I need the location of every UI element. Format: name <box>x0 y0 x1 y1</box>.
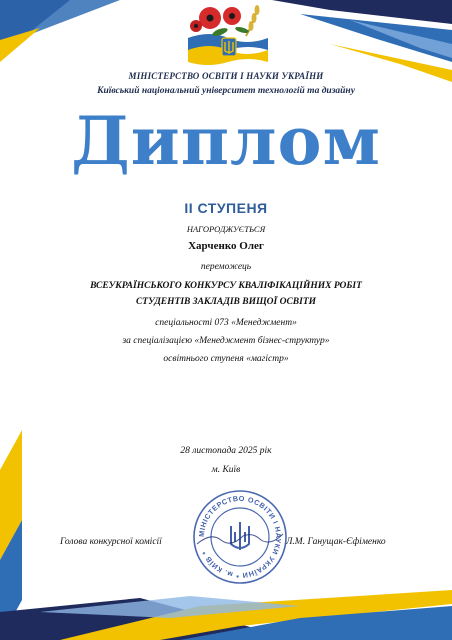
diploma-degree: ІІ СТУПЕНЯ <box>184 200 268 216</box>
contest-line-2: СТУДЕНТІВ ЗАКЛАДІВ ВИЩОЇ ОСВІТИ <box>135 297 317 307</box>
emblem-icon <box>180 2 276 66</box>
signer-name: Л.М. Ганущак-Єфіменко <box>286 537 386 547</box>
diploma-title: Диплом <box>71 102 381 180</box>
contest-line-1: ВСЕУКРАЇНСЬКОГО КОНКУРСУ КВАЛІФІКАЦІЙНИХ РОБІТ <box>90 281 362 291</box>
award-city: м. Київ <box>211 465 241 475</box>
awarded-label: НАГОРОДЖУЄТЬСЯ <box>186 224 266 234</box>
ribbon-top-right-navy <box>272 0 452 24</box>
svg-text:МІНІСТЕРСТВО ОСВІТИ І НАУКИ УК: МІНІСТЕРСТВО ОСВІТИ І НАУКИ УКРАЇНИ * м. КИЇВ * <box>196 493 284 581</box>
winner-label: переможець <box>200 262 252 272</box>
specialty-line: спеціальності 073 «Менеджмент» <box>155 318 297 328</box>
specialization-line: за спеціалізацією «Менеджмент бізнес-структур» <box>122 336 330 346</box>
ministry-name: МІНІСТЕРСТВО ОСВІТИ І НАУКИ УКРАЇНИ <box>128 71 324 81</box>
chair-title: Голова конкурсної комісії <box>60 537 162 547</box>
award-date: 28 листопада 2025 рік <box>180 446 272 456</box>
official-seal-icon <box>191 488 289 586</box>
recipient-name: Харченко Олег <box>188 240 264 252</box>
university-name: Київський національний університет технологій та дизайну <box>97 86 355 96</box>
education-level-line: освітнього ступеня «магістр» <box>163 354 289 364</box>
